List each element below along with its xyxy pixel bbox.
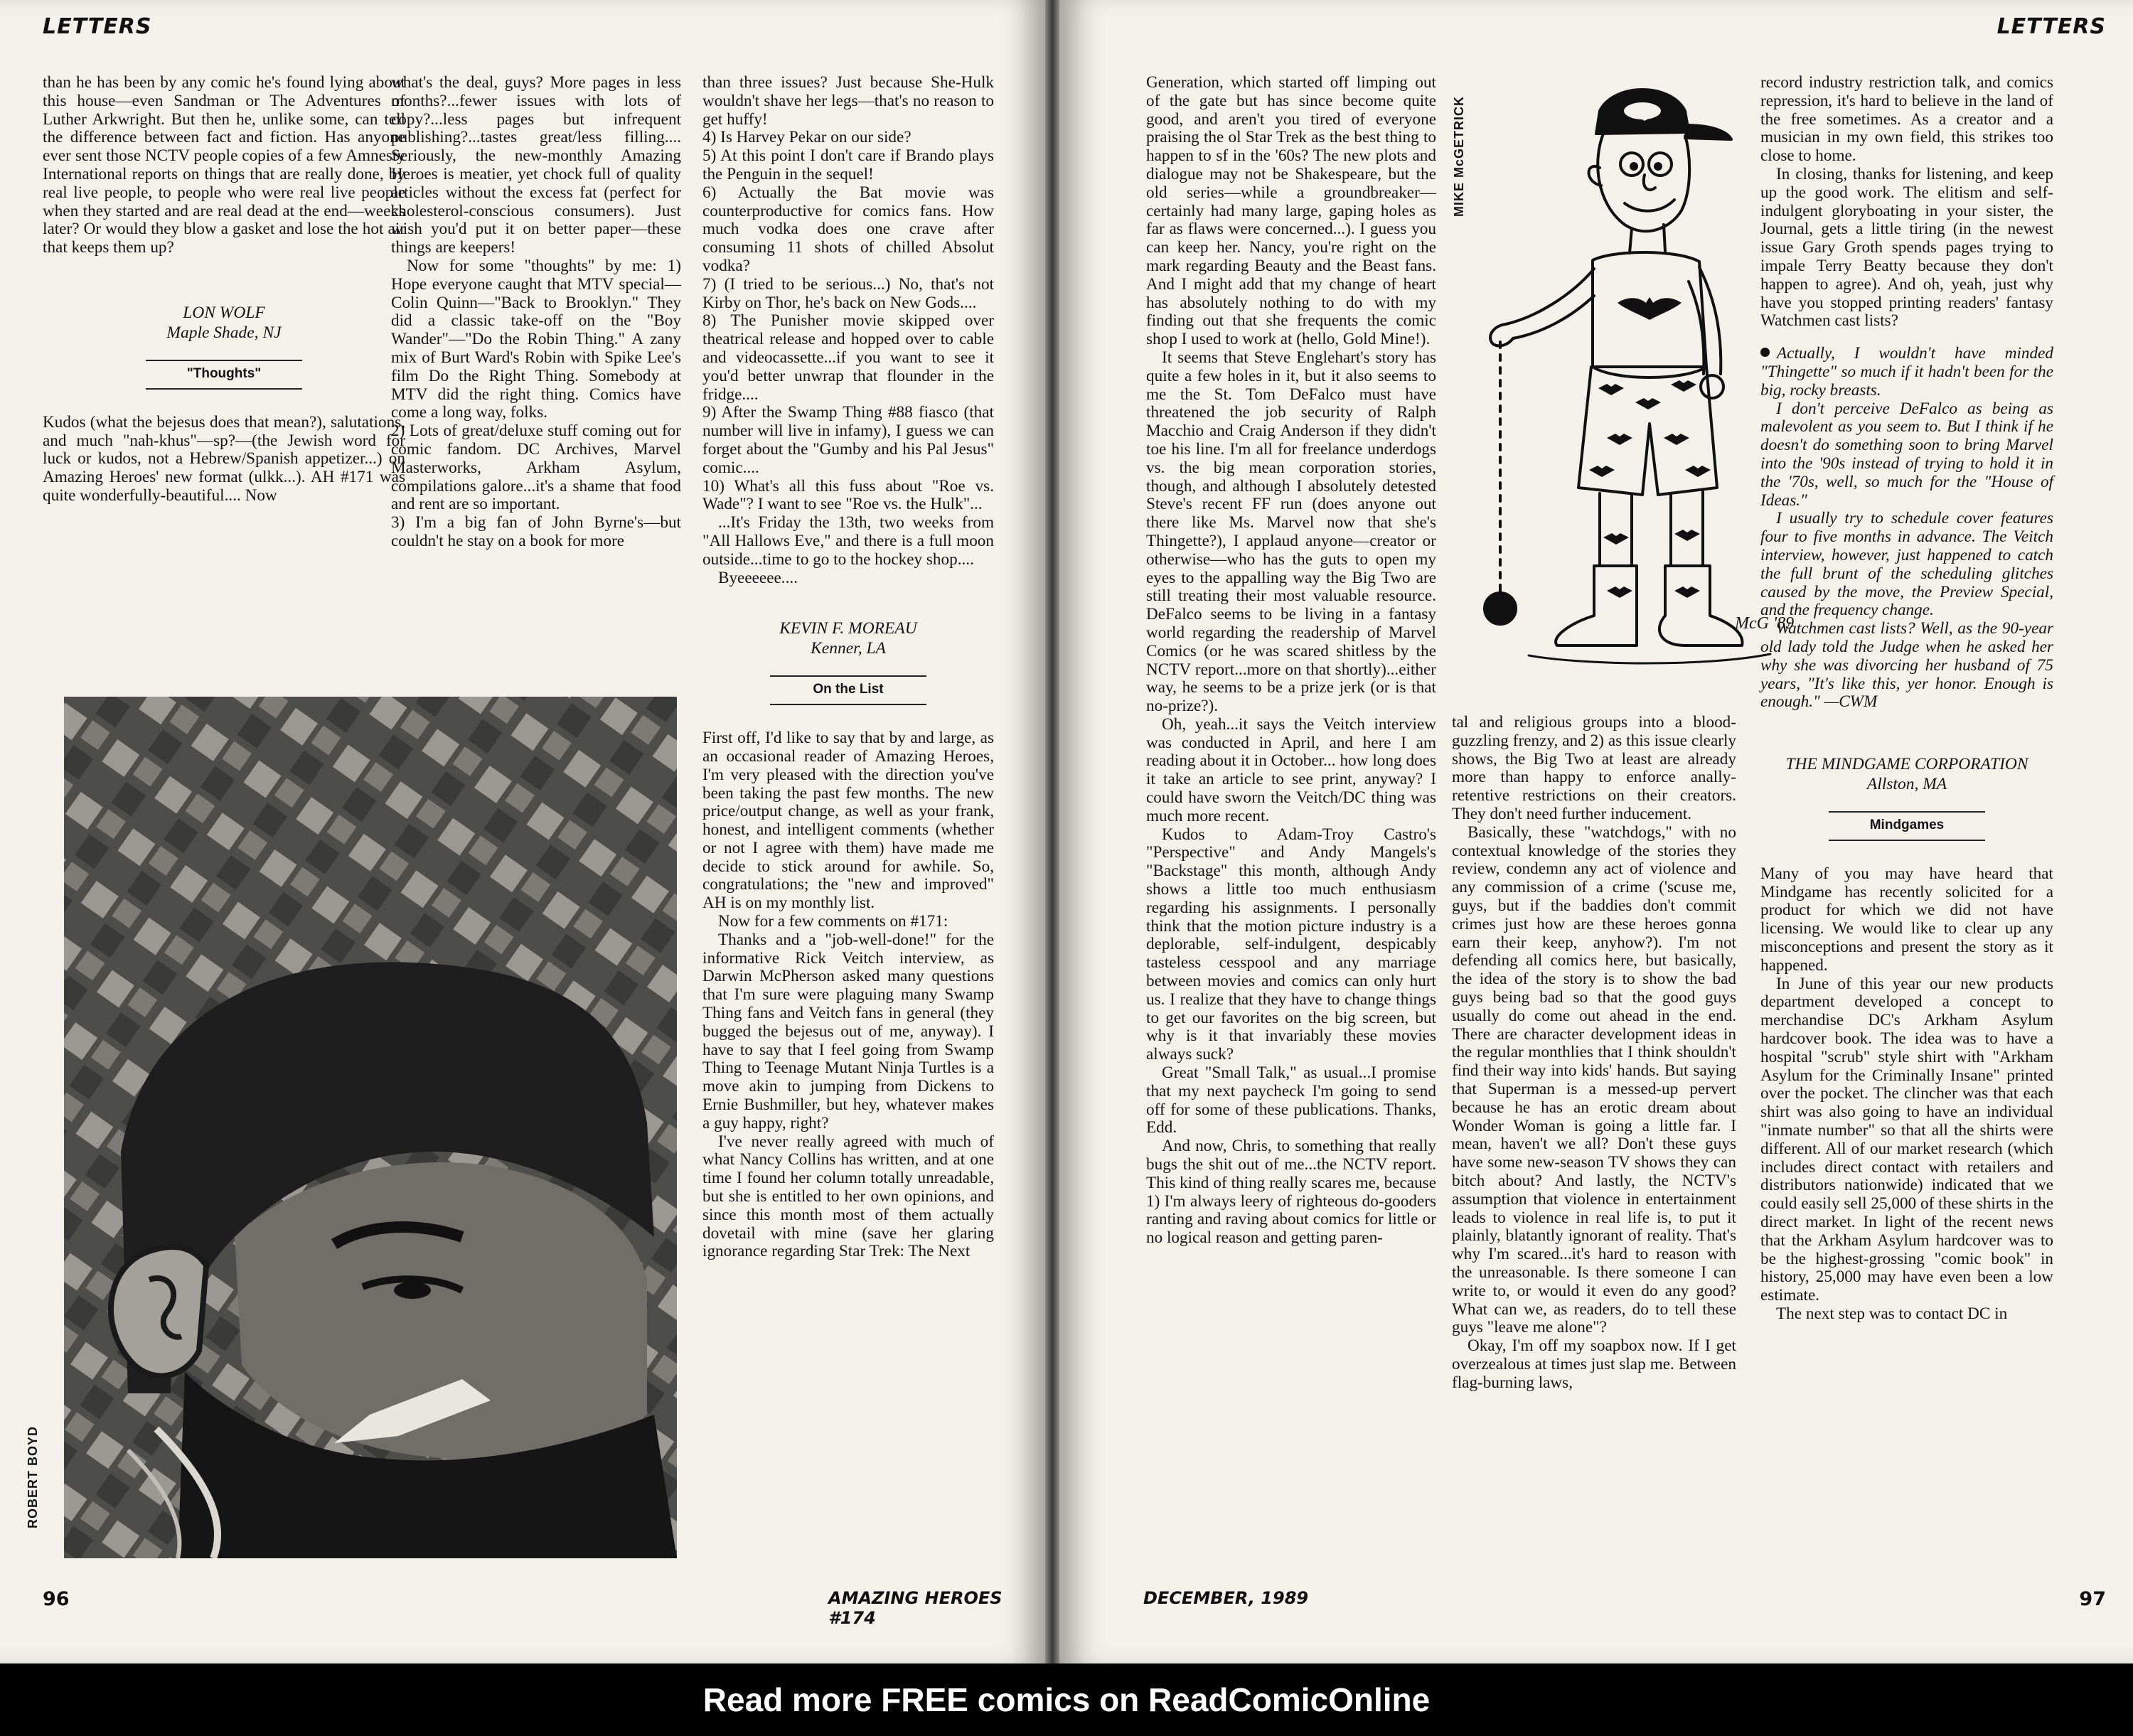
- letter-paragraph: First off, I'd like to say that by and large, as an occasional reader of Amazing Heroes, I'm very pleased with the direction you've been taking the past few months. The new price/output change, as well as your frank, honest, and intelligent comments (whether or not I agree with them) have made me decide to stick around for awhile. So, congratulations; the "new and improved" AH is on my monthly list.: [702, 729, 994, 913]
- editor-reply-paragraph: I don't perceive DeFalco as being as malevolent as you seem to. But I think if he doesn't do something soon to bring Marvel into the '90s instead of trying to hold it in the '70s, well, so much for the "House of Ideas.": [1760, 399, 2053, 510]
- editor-reply: [1760, 345, 2053, 712]
- promo-banner[interactable]: Read more FREE comics on ReadComicOnline: [0, 1663, 2133, 1736]
- letter-paragraph: And now, Chris, to something that really bugs the shit out of me...the NCTV report. This kind of thing really scares me, because 1) I'm always leery of righteous do-gooders ranting and raving about comics for little or no logical reason and getting paren-: [1146, 1137, 1436, 1248]
- left-column-1: [43, 74, 405, 505]
- page-number-right: 97: [2079, 1588, 2106, 1610]
- bat-symbol-icon: [1589, 109, 1711, 598]
- issue-date-footer: DECEMBER, 1989: [1143, 1588, 1309, 1608]
- letter-paragraph: Many of you may have heard that Mindgame has recently solicited for a product for which we did not have licensing. We would like to clear up any misconceptions and present the story as it happened.: [1760, 864, 2053, 975]
- letter-paragraph: 10) What's all this fuss about "Roe vs. Wade"? I want to see "Roe vs. the Hulk"...: [702, 476, 994, 514]
- signature-name: KEVIN F. MOREAU: [779, 619, 917, 638]
- right-column-2: [1452, 714, 1736, 1392]
- letter-paragraph: It seems that Steve Englehart's story has quite a few holes in it, but it also seems to me the St. Tom DeFalco must have threatened the job security of Ralph Macchio and Craig Anderson if they didn't toe his line. I'm all for freelance underdogs vs. the big mean corporation stories, though, and although I absolutely detested Steve's recent FF run (does anyone out there like Ms. Marvel now that she's Thingette?), I applaud anyone—creator or otherwise—who has the guts to open my eyes to the appalling way the Big Two are still treating their most valuable resource. DeFalco seems to be living in a fantasy world regarding the readership of Marvel Comics (or he was scared shitless by the NCTV report...more on that shortly)...either way, he seems to be a prize jerk (or is that no-prize?).: [1146, 348, 1436, 716]
- letter-paragraph: In closing, thanks for listening, and keep up the good work. The elitism and self-indulgent gloryboating in your sister, the Journal, gets a little tiring (in the newest issue Gary Groth spends pages trying to impale Terry Beatty because they don't happen to agree). And oh, yeah, just why have you stopped printing readers' fantasy Watchmen cast lists?: [1760, 164, 2053, 331]
- right-page: [1059, 0, 2133, 1663]
- letter-title: Mindgames: [1829, 811, 1985, 841]
- magazine-title-footer: AMAZING HEROES #174: [828, 1588, 1003, 1628]
- letter-paragraph: Thanks and a "job-well-done!" for the informative Rick Veitch interview, as Darwin McPherson asked many questions that I'm sure were plaguing many Swamp Thing fans and Veitch fans in general (they bugged the bejesus out of me, anyway). I have to say that I feel going from Swamp Thing to Teenage Mutant Ninja Turtles is a move akin to jumping from Dickens to Ernie Bushmiller, but hey, whatever makes a guy happy, right?: [702, 930, 994, 1132]
- illustration-credit: MIKE McGETRICK: [1452, 95, 1466, 217]
- right-column-3: [1760, 74, 2053, 1324]
- letter-paragraph: Basically, these "watchdogs," with no contextual knowledge of the stories they review, condemn any act of violence and any commission of a crime ('scuse me, guys, but if the baddies don't commit crimes just how are these heroes gonna earn their keep, anyhow?). I'm not defending all comics here, but basically, the idea of the story is to show the bad guys being bad so that the good guys usually do come out ahead in the end. There are character development ideas in the regular monthlies that I think shouldn't find their way into kids' hands. But saying that Superman is a messed-up pervert because he has an erotic dream about Wonder Woman is going a little far. I mean, haven't we all? Don't these guys have some new-season TV shows they can bitch about? And lastly, the NCTV's assumption that violence in entertainment leads to violence in real life is, to put it plainly, blatantly ignorant of reality. That's why I'm scared...it's hard to reason with the unreasonable. Is there someone I can write to, or would it even do any good? What can we, as readers, do to tell these guys "leave me alone"?: [1452, 823, 1736, 1337]
- letter-paragraph: tal and religious groups into a blood-guzzling frenzy, and 2) as this issue clearly shows, the Big Two at least are already more than happy to enforce anally-retentive restrictions on their creators. They don't need further inducement.: [1452, 713, 1736, 823]
- robert-boyd-illustration: [64, 697, 677, 1558]
- letter-paragraph: Great "Small Talk," as usual...I promise that my next paycheck I'm going to send off for some of these publications. Thanks, Edd.: [1146, 1063, 1436, 1137]
- letter-paragraph: than he has been by any comic he's found lying about this house—even Sandman or The Adventures of Luther Arkwright. But then he, unlike some, can tell the difference between fact and fiction. Has anyone ever sent those NCTV people copies of a few Amnesty International reports on things that are really done, by real live people, to people who were real live people when they started and are real dead at the end—weeks later? Or would they blow a gasket and lose the hot air that keeps them up?: [43, 73, 405, 257]
- page-number-left: 96: [43, 1588, 70, 1610]
- right-column-1: [1146, 74, 1436, 1248]
- letter-paragraph: 5) At this point I don't care if Brando plays the Penguin in the sequel!: [702, 146, 994, 183]
- letter-paragraph: record industry restriction talk, and comics repression, it's hard to believe in the land of the free sometimes. As a creator and a musician in my own field, this strikes too close to home.: [1760, 73, 2053, 166]
- editor-reply-paragraph: Actually, I wouldn't have minded "Thingette" so much if it hadn't been for the big, rocky breasts.: [1760, 344, 2053, 400]
- letter-paragraph: Okay, I'm off my soapbox now. If I get overzealous at times just slap me. Between flag-burning laws,: [1452, 1336, 1736, 1392]
- letter-paragraph: 4) Is Harvey Pekar on our side?: [702, 128, 912, 147]
- section-header-left: LETTERS: [43, 14, 152, 39]
- signature-name: LON WOLF: [183, 303, 265, 322]
- editor-reply-paragraph: Watchmen cast lists? Well, as the 90-year old lady told the Judge when he asked her why she was divorcing her husband of 75 years, "It's like this, yer honor. Enough is enough." —CWM: [1760, 619, 2053, 712]
- letter-paragraph: than three issues? Just because She-Hulk wouldn't shave her legs—that's no reason to get huffy!: [702, 73, 994, 129]
- letter-signature: [702, 618, 994, 658]
- letter-paragraph: 3) I'm a big fan of John Byrne's—but couldn't he stay on a book for more: [391, 513, 681, 550]
- signature-place: Maple Shade, NJ: [166, 323, 282, 342]
- letter-paragraph: 7) (I tried to be serious...) No, that's not Kirby on Thor, he's back on New Gods....: [702, 274, 994, 312]
- letter-paragraph: 9) After the Swamp Thing #88 fiasco (that number will live in infamy), I guess we can forget about the "Gumby and his Pal Jesus" comic....: [702, 403, 994, 477]
- letter-title: On the List: [770, 675, 926, 705]
- letter-paragraph: I've never really agreed with much of what Nancy Collins has written, and at one time I found her column totally unreadable, but she is entitled to her own opinions, and since this month most of them actually dovetail with mine (save her glaring ignorance regarding Star Trek: The Next: [702, 1132, 994, 1261]
- signature-place: Allston, MA: [1866, 775, 1947, 794]
- letter-paragraph: Kudos to Adam-Troy Castro's "Perspective" and Andy Mangels's "Backstage" this month, although Andy shows a little too much enthusiasm regarding his assignments. I personally think that the motion picture industry is a deplorable, self-indulgent, despicably tasteless cesspool and any marriage between movies and comics can only hurt us. I realize that they have to change things to get our favorites on the big screen, but why is it that invariably these movies always suck?: [1146, 825, 1436, 1064]
- bullet-dot-icon: [1760, 348, 1770, 357]
- letter-title: "Thoughts": [146, 360, 302, 390]
- letter-paragraph: what's the deal, guys? More pages in less months?...fewer issues with lots of copy?...less pages but infrequent publishing?...tastes great/less filling.... Seriously, the new-monthly Amazing Heroes is meatier, yet chock full of quality articles without the excess fat (perfect for cholesterol-conscious consumers). Just wish you'd put it on better paper—these things are keepers!: [391, 73, 681, 257]
- letter-paragraph: 8) The Punisher movie skipped over theatrical release and hopped over to cable and videocassette...if you want to see it you'd better unwrap that flounder in the fridge....: [702, 311, 994, 404]
- letter-paragraph: In June of this year our new products department developed a concept to merchandise DC's Arkham Asylum hardcover book. The idea was to have a hospital "scrub" style shirt with "Arkham Asylum for the Criminally Insane" printed over the pocket. The clincher was that each shirt was also going to have an individual "inmate number" so that all the shirts were different. All of our market research (which includes direct contact with retailers and distributors nationwide) indicated that we could easily sell 25,000 of these shirts in the direct market. In light of the recent news that the Arkham Asylum hardcover was to be the highest-grossing "comic book" in history, 25,000 may have even been a low estimate.: [1760, 974, 2053, 1305]
- letter-paragraph: 6) Actually the Bat movie was counterproductive for comics fans. How much vodka does one crave after consuming 11 shots of chilled Absolut vodka?: [702, 183, 994, 275]
- art-credit: ROBERT BOYD: [26, 1425, 40, 1528]
- illustration-signature: McG '89: [1735, 614, 1795, 633]
- letter-signature: [43, 303, 405, 343]
- letter-paragraph: ...It's Friday the 13th, two weeks from "All Hallows Eve," and there is a full moon outside...time to go to the hockey shop....: [702, 513, 994, 569]
- letter-paragraph: Now for a few comments on #171:: [718, 912, 948, 931]
- signature-name: THE MINDGAME CORPORATION: [1785, 755, 2028, 774]
- book-gutter: [1045, 0, 1059, 1663]
- editor-reply-paragraph: I usually try to schedule cover features four to five months in advance. The Veitch interview, however, just happened to catch the full brunt of the scheduling glitches caused by the move, the Preview Special, and the frequency change.: [1760, 509, 2053, 620]
- left-page: [0, 0, 1045, 1663]
- letter-paragraph: Now for some "thoughts" by me: 1) Hope everyone caught that MTV special—Colin Quinn—"Back to Brooklyn." They did a classic take-off on the "Boy Wander"—"Do the Robin Thing." A zany mix of Burt Ward's Robin with Spike Lee's film Do the Right Thing. Somebody at MTV did the right thing. Comics have come a long way, folks.: [391, 256, 681, 422]
- left-column-3: [702, 74, 994, 1261]
- letter-paragraph: Byeeeeee....: [718, 568, 798, 587]
- letter-paragraph: Oh, yeah...it says the Veitch interview was conducted in April, and here I am reading about it in October... how long does it take an article to see print, anyway? I could have sworn the Veitch/DC thing was much more recent.: [1146, 714, 1436, 825]
- letter-paragraph: Generation, which started off limping out of the gate but has since become quite good, and aren't you tired of everyone praising the ol Star Trek as the best thing to happen to sf in the '60s? The new plots and dialogue may not be Shakespeare, but the old series—while a groundbreaker—certainly had many large, gaping holes as far as flaws were concerned...). I guess you can keep her. Nancy, you're right on the mark regarding Beauty and the Beast fans. And I might add that my change of heart has absolutely nothing to do with my finding out that she frequents the comic shop I used to work at (hello, Gold Mine!).: [1146, 73, 1436, 349]
- letter-paragraph: 2) Lots of great/deluxe stuff coming out for comic fandom. DC Archives, Marvel Masterworks, Arkham Asylum, compilations galore...it's a shame that food and rent are so important.: [391, 422, 681, 514]
- left-column-2: [391, 74, 681, 551]
- section-header-right: LETTERS: [1996, 14, 2106, 39]
- letter-paragraph: Kudos (what the bejesus does that mean?), salutations, and much "nah-khus"—sp?—(the Jewish word for luck or kudos, not a Hebrew/Spanish appetizer...) on Amazing Heroes' new format (ulkk...). AH #171 was quite wonderfully-beautiful.... Now: [43, 412, 405, 505]
- letter-signature: [1760, 754, 2053, 794]
- signature-place: Kenner, LA: [811, 639, 886, 658]
- letter-paragraph: The next step was to contact DC in: [1776, 1304, 2008, 1324]
- batman-fan-illustration: [1472, 68, 1795, 694]
